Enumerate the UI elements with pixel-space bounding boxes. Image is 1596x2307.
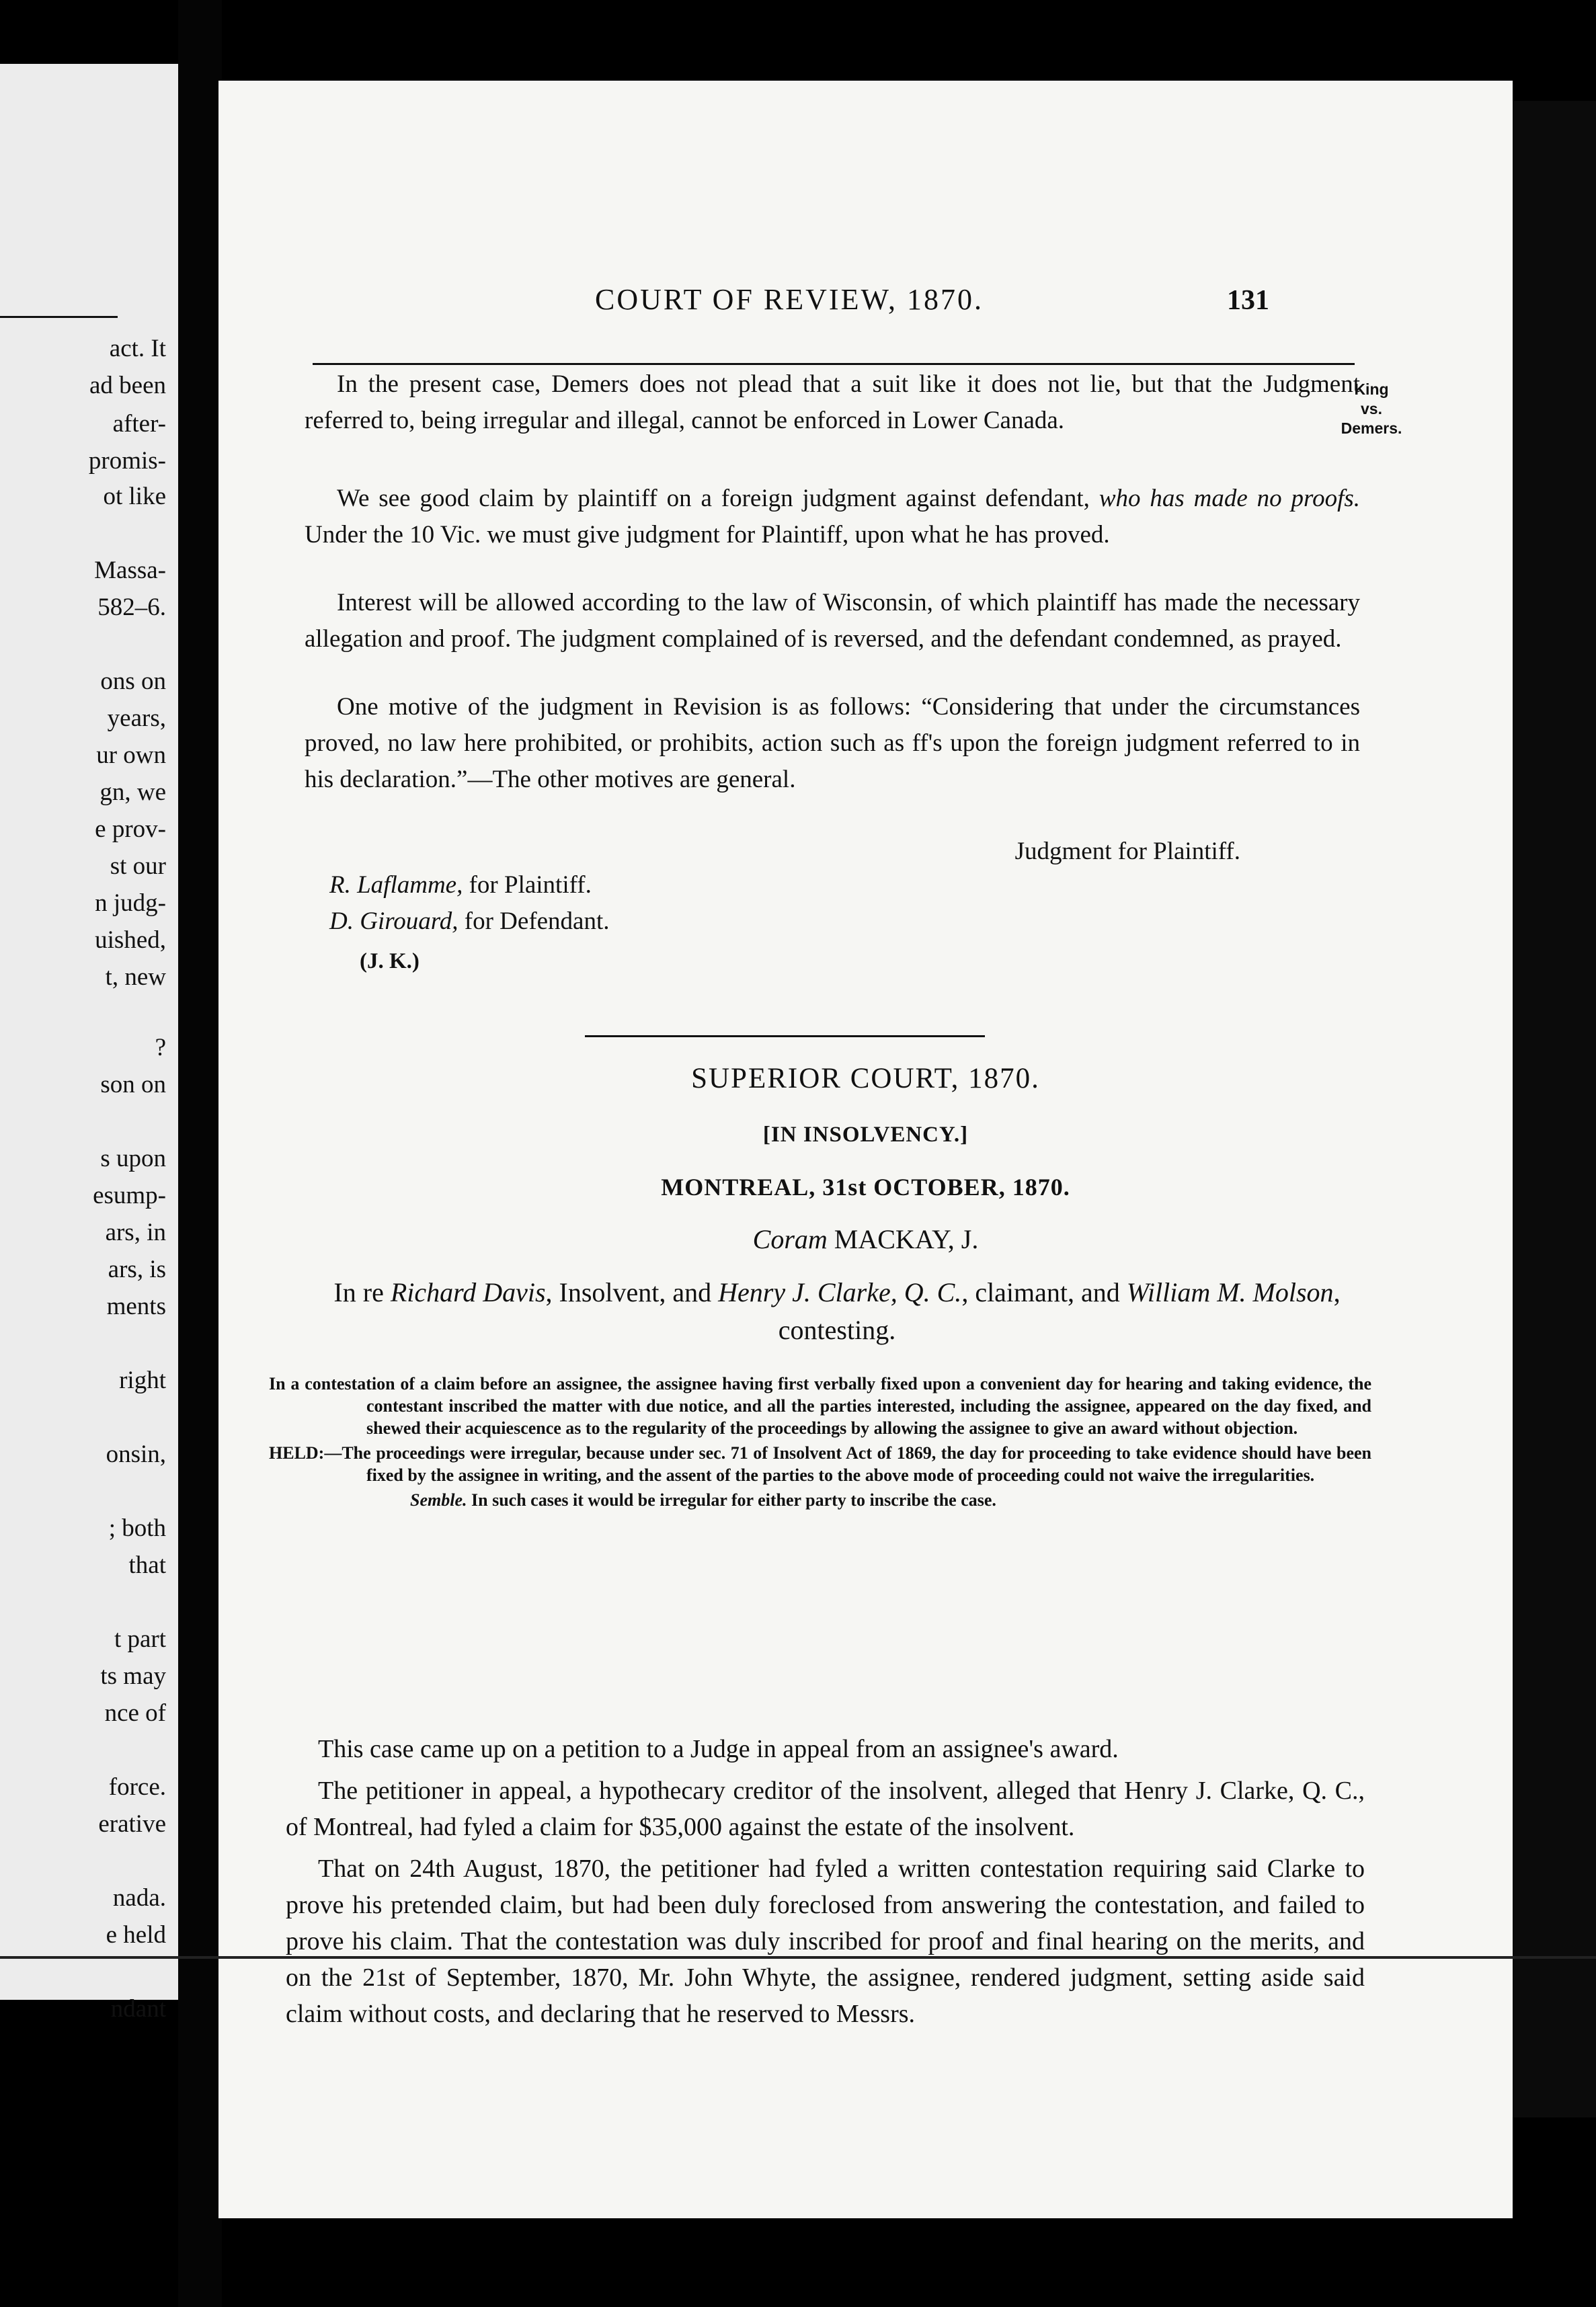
left-page-line: ars, is [108,1256,166,1283]
left-page-line: act. It [109,335,166,362]
headnote [269,1373,1371,1514]
left-page-line: ons on [100,667,166,695]
headnote-facts: In a contestation of a claim before an assignee, the assignee having first verbally fixed upon a convenient day for hearing and taking evidence, the contestant inscribed the matter with due notice, and all the parties interested, including the assignee, appeared on the day fixed, and shewed their acquiescence as to the regularity of the proceedings by allowing the assignee to give an award without objection. [269,1374,1371,1438]
left-facing-page [0,64,178,2023]
case2-paragraph-3: That on 24th August, 1870, the petitioner had fyled a written contestation requiring said Clarke to prove his pretended claim, but had been duly foreclosed from answering the contestation, and failed to prove his claim. That the contestation was duly inscribed for proof and final hearing on the merits, and on the 21st of September, 1870, Mr. John Whyte, the assignee, rendered judgment, setting aside said claim without costs, and declaring that he reserved to Messrs. [286,1855,1365,2028]
left-page-line: ndant [110,1995,166,2023]
left-page-line: t part [114,1625,166,1653]
right-edge-shadow [1513,101,1596,2117]
location-date: MONTREAL, 31st OCTOBER, 1870. [661,1174,1070,1201]
left-page-line: ; both [108,1514,166,1542]
left-page-line: that [128,1551,166,1579]
left-page-line: ars, in [105,1219,166,1246]
coram-line: Coram MACKAY, J. [752,1224,979,1254]
proceeding-heading: [IN INSOLVENCY.] [762,1123,969,1147]
counsel-list [329,867,934,940]
court-heading: SUPERIOR COURT, 1870. [691,1063,1040,1094]
header-rule [313,363,1355,365]
section-divider [585,1035,985,1037]
left-page-line: Massa- [94,557,166,584]
left-page-line: s upon [100,1145,166,1172]
left-page-line: e held [106,1921,166,1949]
case2-body [286,1731,1365,2037]
margin-note-line: King [1354,380,1389,398]
left-page-line: ments [106,1293,166,1320]
case1-paragraph-1: In the present case, Demers does not plead that a suit like it does not lie, but that the Judgment referred to, being irregular and illegal, cannot be enforced in Lower Canada. [305,370,1360,434]
case1-paragraph-3: Interest will be allowed according to the law of Wisconsin, of which plaintiff has made the necessary allegation and proof. The judgment complained of is reversed, and the defendant condemned, as prayed. [305,589,1360,653]
left-page-line: onsin, [106,1441,166,1468]
margin-note-line: vs. [1361,399,1382,417]
emphasis: who has made no proofs. [1099,485,1360,512]
left-page-line: promis- [88,447,166,475]
left-page-line: ? [155,1034,166,1061]
left-page-line: years, [107,704,166,732]
headnote-held: HELD:—The proceedings were irregular, because under sec. 71 of Insolvent Act of 1869, the day for proceeding to take evidence should have been fixed by the assignee in writing, and the assent of the parties to the above mode of proceeding could not waive the irregularities. [269,1443,1371,1485]
case2-paragraph-1: This case came up on a petition to a Judge in appeal from an assignee's award. [318,1735,1119,1763]
left-page-line: uished, [95,926,166,954]
left-page-line: son on [100,1071,166,1098]
counsel-plaintiff: R. Laflamme, for Plaintiff. [329,871,592,899]
running-header [218,282,1513,316]
left-page-line: nce of [104,1699,166,1727]
left-page-line: t, new [105,963,166,991]
page-number: 131 [1227,285,1269,316]
left-page-line: ur own [96,741,166,769]
judgment-line: Judgment for Plaintiff. [1014,838,1240,865]
counsel-defendant: D. Girouard, for Defendant. [329,907,610,935]
case1-paragraph-2: We see good claim by plaintiff on a foreign judgment against defendant, who has made no proofs. Under the 10 Vic. we must give judgment for Plaintiff, upon what he has proved. [305,485,1360,549]
left-page-line: ot like [103,483,166,510]
left-page-line: ad been [89,372,166,399]
case2-paragraph-2: The petitioner in appeal, a hypothecary creditor of the insolvent, alleged that Henry J. Clarke, Q. C., of Montreal, had fyled a claim for $35,000 against the estate of the insolvent. [286,1777,1365,1841]
main-page [218,81,1513,2218]
left-page-line: st our [110,852,166,880]
margin-note-line: Demers. [1341,419,1402,437]
left-page-line: 582–6. [97,594,166,621]
left-page-line: n judg- [95,889,166,917]
left-page-line: after- [112,410,166,438]
scan-line [0,1956,1596,1959]
running-title: COURT OF REVIEW, 1870. [595,283,984,316]
left-page-line: esump- [93,1182,166,1209]
headnote-semble: Semble. In such cases it would be irregular for either party to inscribe the case. [410,1490,996,1510]
left-page-line: gn, we [99,778,166,806]
left-page-line: e prov- [95,815,166,843]
left-page-line: nada. [112,1884,166,1912]
left-page-rule [0,316,118,318]
left-page-line: ts may [100,1662,166,1690]
left-page-line: force. [108,1773,166,1801]
reporter-initials: (J. K.) [360,949,420,973]
book-gutter [178,0,222,2307]
case-parties: In re Richard Davis, Insolvent, and Henry J. Clarke, Q. C., claimant, and William M. Molson, contesting. [333,1277,1341,1345]
left-page-line: erative [98,1810,166,1838]
case1-paragraph-4: One motive of the judgment in Revision is as follows: “Considering that under the circumstances proved, no law here prohibited, or prohibits, action such as ff's upon the foreign judgment referred to in his declaration.”—The other motives are general. [305,693,1360,793]
left-page-line: right [119,1367,166,1394]
